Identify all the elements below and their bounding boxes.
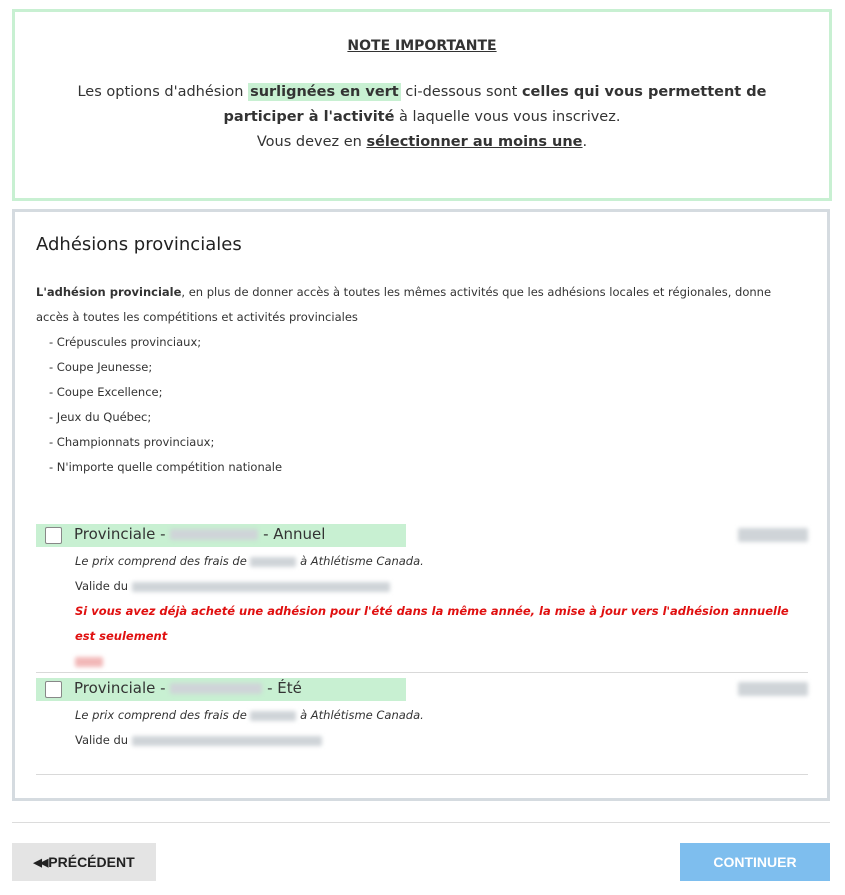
validity-prefix: Valide du: [75, 733, 132, 747]
option-warning: [75, 599, 808, 674]
continue-button-label: CONTINUER: [713, 854, 797, 870]
warning-text: Si vous avez déjà acheté une adhésion pour l'été dans la même année, la mise à jour vers l'adhésion annuelle est seulement: [75, 604, 789, 643]
option-validity-line: [75, 574, 808, 599]
footer-divider: [12, 822, 830, 823]
double-chevron-left-icon: ◀◀: [33, 856, 47, 869]
previous-button[interactable]: [12, 843, 156, 881]
option-fee-line: [75, 549, 808, 574]
validity-prefix: Valide du: [75, 579, 132, 593]
description-bold: L'adhésion provinciale: [36, 285, 182, 299]
redacted-text: [170, 529, 258, 540]
note-title: NOTE IMPORTANTE: [347, 38, 497, 54]
note-highlight: surlignées en vert: [250, 84, 399, 100]
list-item: - N'importe quelle compétition nationale: [49, 460, 283, 474]
option-label-suffix: - Annuel: [258, 525, 326, 543]
redacted-warning-value: [75, 657, 103, 667]
list-item: - Coupe Jeunesse;: [49, 360, 153, 374]
option-divider: [36, 672, 808, 673]
option-label[interactable]: [74, 679, 302, 697]
option-highlight-bar[interactable]: [36, 678, 406, 701]
redacted-price: [738, 528, 808, 542]
redacted-fee: [250, 557, 296, 567]
provincial-memberships-panel: [12, 209, 830, 801]
redacted-fee: [250, 711, 296, 721]
option-label-suffix: - Été: [262, 679, 302, 697]
option-label-prefix: Provinciale -: [74, 525, 171, 543]
option-label[interactable]: [74, 525, 325, 543]
option-checkbox[interactable]: [45, 681, 62, 698]
fee-suffix: à Athlétisme Canada.: [296, 708, 424, 722]
redacted-price: [738, 682, 808, 696]
membership-option-summer: [36, 678, 808, 753]
list-item: - Jeux du Québec;: [49, 410, 152, 424]
description-text: , en plus de donner accès à toutes les mêmes activités que les adhésions locales et régionales, donne accès à toutes les compétitions et activités provinciales: [36, 285, 772, 324]
fee-prefix: Le prix comprend des frais de: [75, 554, 251, 568]
section-description: [36, 280, 796, 480]
note-text-part: ci-dessous sont: [400, 84, 522, 100]
note-text-part: à laquelle vous vous inscrivez.: [394, 109, 621, 125]
section-title: Adhésions provinciales: [36, 234, 242, 255]
note-bold-text: celles qui vous permettent de participer à l'activité: [223, 84, 767, 125]
option-fee-line: [75, 703, 808, 728]
fee-suffix: à Athlétisme Canada.: [296, 554, 424, 568]
list-item: - Crépuscules provinciaux;: [49, 335, 202, 349]
fee-prefix: Le prix comprend des frais de: [75, 708, 251, 722]
option-price: [738, 527, 808, 543]
list-item: - Championnats provinciaux;: [49, 435, 215, 449]
option-checkbox[interactable]: [45, 527, 62, 544]
competition-list: [36, 330, 796, 480]
note-text-part: .: [582, 134, 588, 150]
note-text: [55, 80, 789, 155]
option-highlight-bar[interactable]: [36, 524, 406, 547]
list-item: - Coupe Excellence;: [49, 385, 163, 399]
note-select-at-least-one: sélectionner au moins une: [366, 134, 583, 150]
redacted-dates: [132, 582, 390, 592]
membership-option-annual: [36, 524, 808, 674]
option-validity-line: [75, 728, 808, 753]
option-label-prefix: Provinciale -: [74, 679, 171, 697]
note-text-part: Les options d'adhésion: [77, 84, 249, 100]
continue-button[interactable]: [680, 843, 830, 881]
note-text-part: Vous devez en: [256, 134, 367, 150]
redacted-text: [170, 683, 262, 694]
option-divider: [36, 774, 808, 775]
previous-button-label: PRÉCÉDENT: [48, 854, 135, 870]
redacted-dates: [132, 736, 322, 746]
important-note-box: [12, 9, 832, 201]
option-price: [738, 681, 808, 697]
